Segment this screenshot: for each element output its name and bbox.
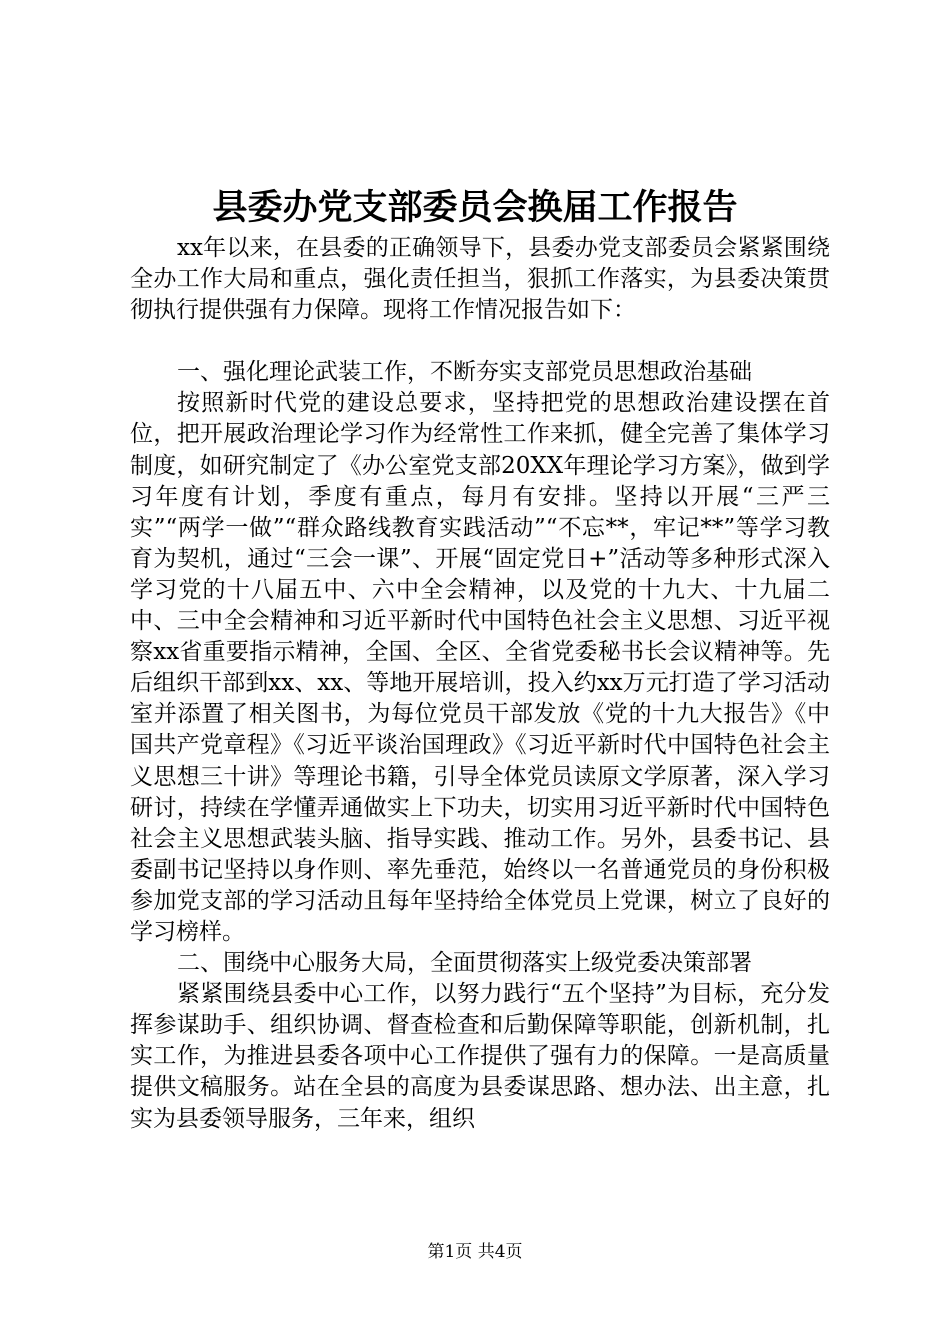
document-body bbox=[130, 233, 830, 1135]
section-heading-1: 一、强化理论武装工作，不断夯实支部党员思想政治基础 bbox=[177, 359, 752, 386]
page-footer: 第1页 共4页 bbox=[427, 1242, 523, 1262]
intro-paragraph: xx年以来，在县委的正确领导下，县委办党支部委员会紧紧围绕全办工作大局和重点，强化责任担当，狠抓工作落实，为县委决策贯彻执行提供强有力保障。现将工作情况报告如下： bbox=[130, 235, 830, 324]
section-body-2: 紧紧围绕县委中心工作，以努力践行“五个坚持”为目标，充分发挥参谋助手、组织协调、督查检查和后勤保障等职能，创新机制，扎实工作，为推进县委各项中心工作提供了强有力的保障。一是高质量提供文稿服务。站在全县的高度为县委谋思路、想办法、出主意，扎实为县委领导服务，三年来，组织 bbox=[130, 981, 830, 1132]
section-body-1: 按照新时代党的建设总要求，坚持把党的思想政治建设摆在首位，把开展政治理论学习作为经常性工作来抓，健全完善了集体学习制度，如研究制定了《办公室党支部20XX年理论学习方案》，做到学习年度有计划，季度有重点，每月有安排。坚持以开展“三严三实”“两学一做”“群众路线教育实践活动”“不忘**，牢记**”等学习教育为契机，通过“三会一课”、开展“固定党日+”活动等多种形式深入学习党的十八届五中、六中全会精神，以及党的十九大、十九届二中、三中全会精神和习近平新时代中国特色社会主义思想、习近平视察xx省重要指示精神，全国、全区、全省党委秘书长会议精神等。先后组织干部到xx、xx、等地开展培训，投入约xx万元打造了学习活动室并添置了相关图书，为每位党员干部发放《党的十九大报告》《中国共产党章程》《习近平谈治国理政》《习近平新时代中国特色社会主义思想三十讲》等理论书籍，引导全体党员读原文学原著，深入学习研讨，持续在学懂弄通做实上下功夫，切实用习近平新时代中国特色社会主义思想武装头脑、指导实践、推动工作。另外，县委书记、县委副书记坚持以身作则、率先垂范，始终以一名普通党员的身份积极参加党支部的学习活动且每年坚持给全体党员上党课，树立了良好的学习榜样。 bbox=[130, 390, 830, 945]
section-heading-2: 二、围绕中心服务大局，全面贯彻落实上级党委决策部署 bbox=[177, 950, 752, 977]
document-title: 县委办党支部委员会换届工作报告 bbox=[212, 187, 738, 228]
